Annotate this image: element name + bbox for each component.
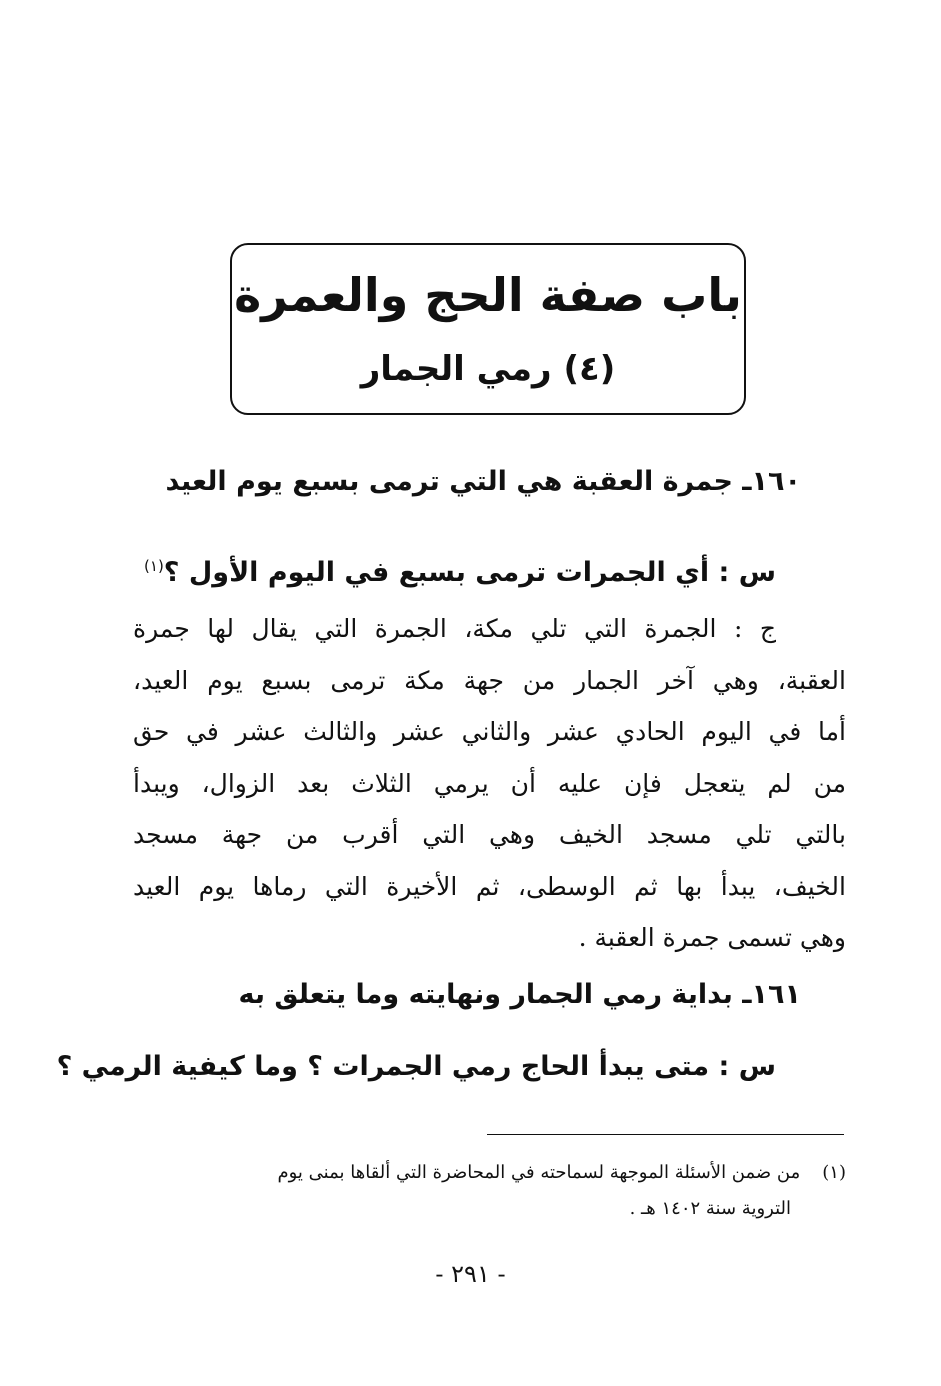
footnote-marker: (١) — [144, 557, 164, 575]
section-heading-160: ١٦٠ـ جمرة العقبة هي التي ترمى بسبع يوم العيد — [165, 466, 801, 497]
section-heading-161: ١٦١ـ بداية رمي الجمار ونهايته وما يتعلق به — [238, 979, 801, 1010]
answer-160 — [133, 603, 846, 964]
chapter-subtitle: (٤) رمي الجمار — [360, 349, 616, 389]
footnote-text: من ضمن الأسئلة الموجهة لسماحته في المحاضرة التي ألقاها بمنى يوم — [277, 1162, 801, 1183]
answer-line: من لم يتعجل فإن عليه أن يرمي الثلاث بعد الزوال، ويبدأ — [133, 768, 846, 798]
answer-line: ج : الجمرة التي تلي مكة، الجمرة التي يقال لها جمرة — [133, 614, 776, 643]
footnote-divider — [487, 1134, 844, 1135]
footnote-number: (١) — [822, 1162, 846, 1183]
footnote — [130, 1155, 846, 1227]
question-160 — [130, 545, 776, 594]
footnote-line — [130, 1155, 846, 1191]
question-text: س : أي الجمرات ترمى بسبع في اليوم الأول ؟ — [163, 557, 776, 588]
answer-line: وهي تسمى جمرة العقبة . — [578, 923, 846, 952]
answer-line: أما في اليوم الحادي عشر والثاني عشر والثالث عشر في حق — [133, 717, 846, 746]
page-number: - ٢٩١ - — [435, 1260, 506, 1288]
footnote-line: التروية سنة ١٤٠٢ هـ . — [629, 1198, 791, 1219]
chapter-title-box — [230, 243, 746, 415]
chapter-title: باب صفة الحج والعمرة — [234, 268, 742, 322]
answer-line: الخيف، يبدأ بها ثم الوسطى، ثم الأخيرة التي رماها يوم العيد — [133, 871, 846, 901]
answer-line: بالتي تلي مسجد الخيف وهي التي أقرب من جهة مسجد — [133, 820, 846, 849]
question-161: س : متى يبدأ الحاج رمي الجمرات ؟ وما كيفية الرمي ؟ — [56, 1051, 776, 1082]
answer-line: العقبة، وهي آخر الجمار من جهة مكة ترمى بسبع يوم العيد، — [133, 665, 846, 695]
